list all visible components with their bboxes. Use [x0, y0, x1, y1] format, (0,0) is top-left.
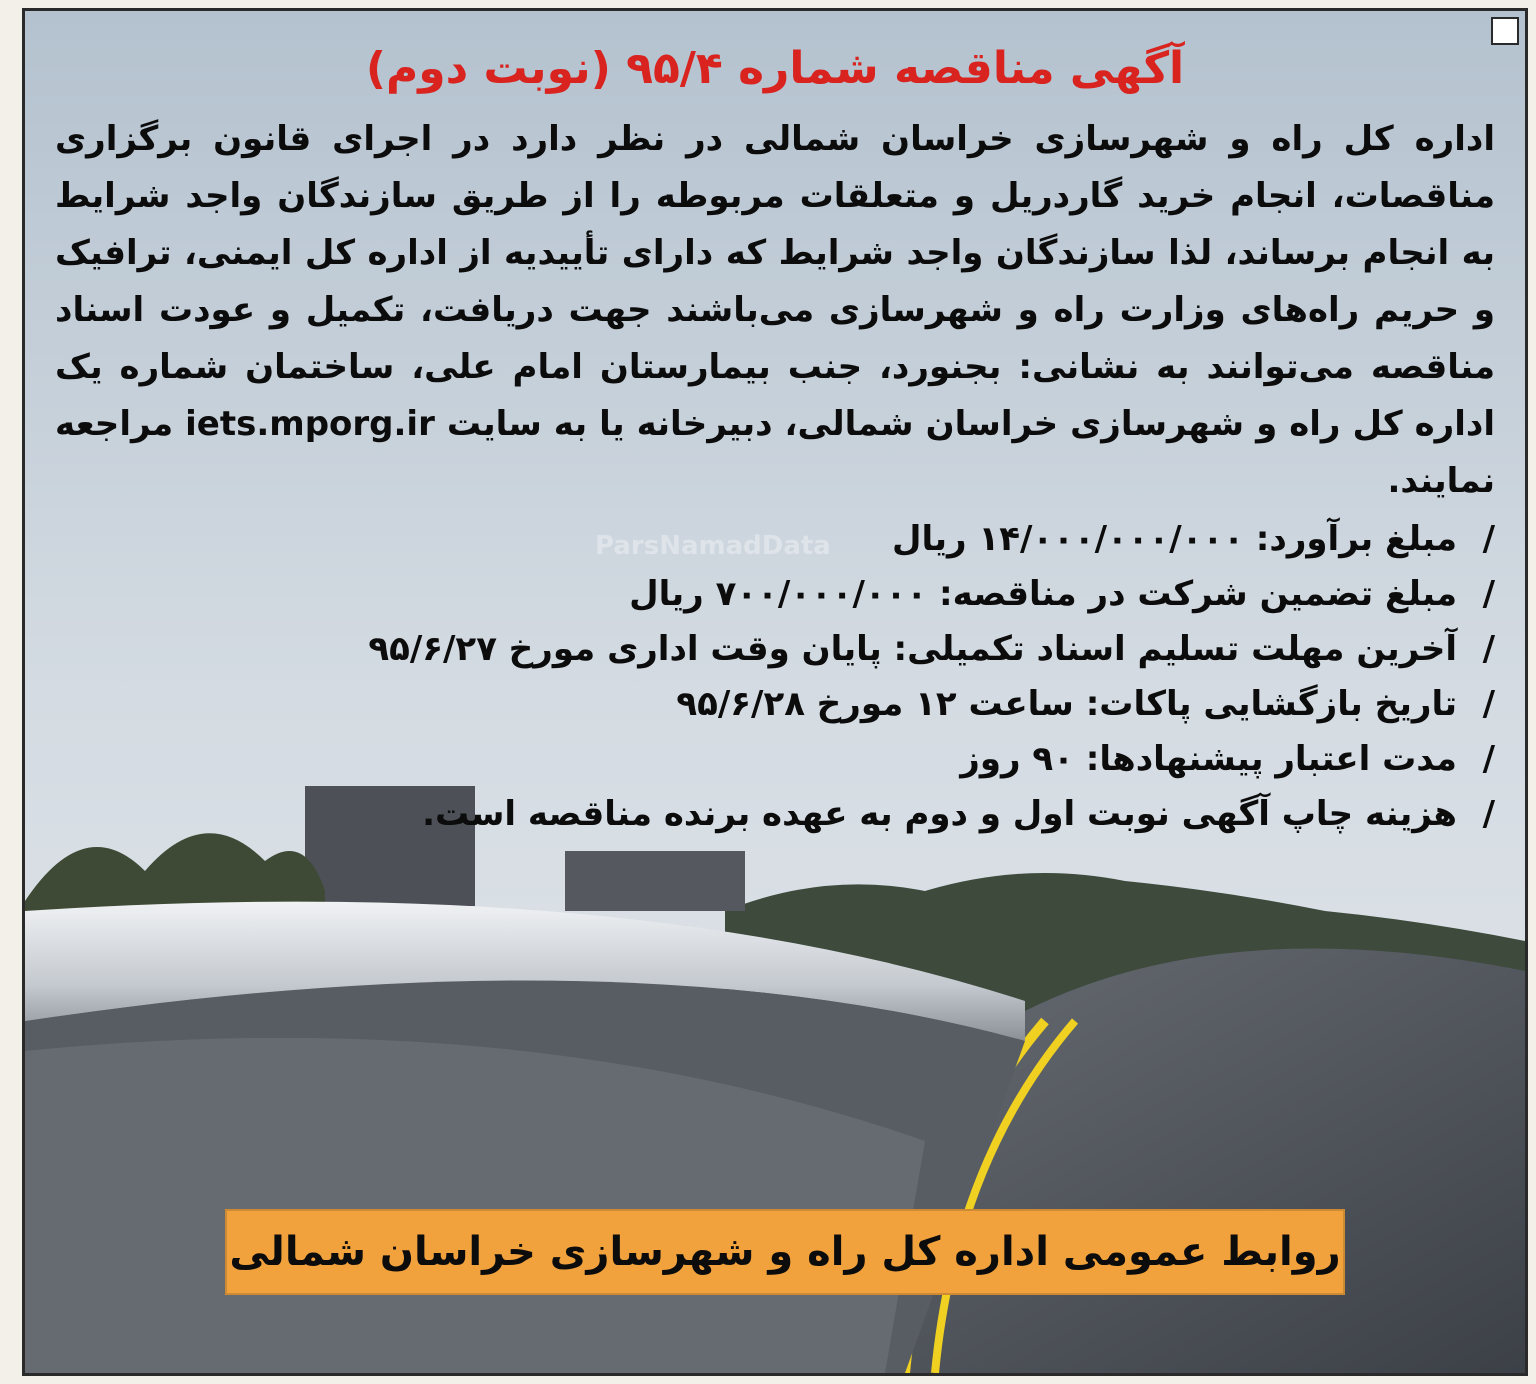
footer-banner: روابط عمومی اداره کل راه و شهرسازی خراسان شمالی	[225, 1209, 1345, 1295]
list-item	[55, 732, 1495, 787]
list-item	[55, 512, 1495, 567]
bullet-marker: /	[1482, 519, 1495, 559]
notice-body-part2: مراجعه نمایند.	[55, 404, 1495, 501]
watermark: ParsNamadData	[595, 531, 831, 561]
printing-cost-note: هزینه چاپ آگهی نوبت اول و دوم به عهده برنده مناقصه است.	[422, 794, 1457, 834]
bid-guarantee: مبلغ تضمین شرکت در مناقصه: ۷۰۰/۰۰۰/۰۰۰ ریال	[629, 574, 1457, 614]
bullet-marker: /	[1482, 794, 1495, 834]
tender-advertisement	[22, 8, 1528, 1376]
bullet-marker: /	[1482, 684, 1495, 724]
notice-title: آگهی مناقصه شماره ۹۵/۴ (نوبت دوم)	[365, 43, 1185, 94]
list-item	[55, 787, 1495, 842]
website-link[interactable]: iets.mporg.ir	[185, 404, 435, 444]
offer-validity: مدت اعتبار پیشنهادها: ۹۰ روز	[960, 739, 1457, 779]
bullet-marker: /	[1482, 574, 1495, 614]
notice-items-list	[45, 512, 1505, 842]
list-item	[55, 567, 1495, 622]
list-item	[55, 622, 1495, 677]
submission-deadline: آخرین مهلت تسلیم اسناد تکمیلی: پایان وقت اداری مورخ ۹۵/۶/۲۷	[368, 629, 1457, 669]
bullet-marker: /	[1482, 739, 1495, 779]
notice-content	[45, 31, 1505, 842]
bullet-marker: /	[1482, 629, 1495, 669]
notice-body-part1: اداره کل راه و شهرسازی خراسان شمالی در نظر دارد در اجرای قانون برگزاری مناقصات، انجام خرید گاردریل و متعلقات مربوطه را از طریق سازندگان واجد شرایط به انجام برساند، لذا سازندگان واجد شرایط که دارای تأییدیه از اداره کل ایمنی، ترافیک و حریم راه‌های وزارت راه و شهرسازی می‌باشند جهت دریافت، تکمیل و عودت اسناد مناقصه می‌توانند به نشانی: بجنورد، جنب بیمارستان امام علی، ساختمان شماره یک اداره کل راه و شهرسازی خراسان شمالی، دبیرخانه یا به سایت	[55, 119, 1495, 444]
opening-date: تاریخ بازگشایی پاکات: ساعت ۱۲ مورخ ۹۵/۶/۲۸	[676, 684, 1457, 724]
estimate-amount: مبلغ برآورد: ۱۴/۰۰۰/۰۰۰/۰۰۰ ریال	[891, 519, 1457, 559]
notice-body	[45, 111, 1505, 510]
list-item	[55, 677, 1495, 732]
